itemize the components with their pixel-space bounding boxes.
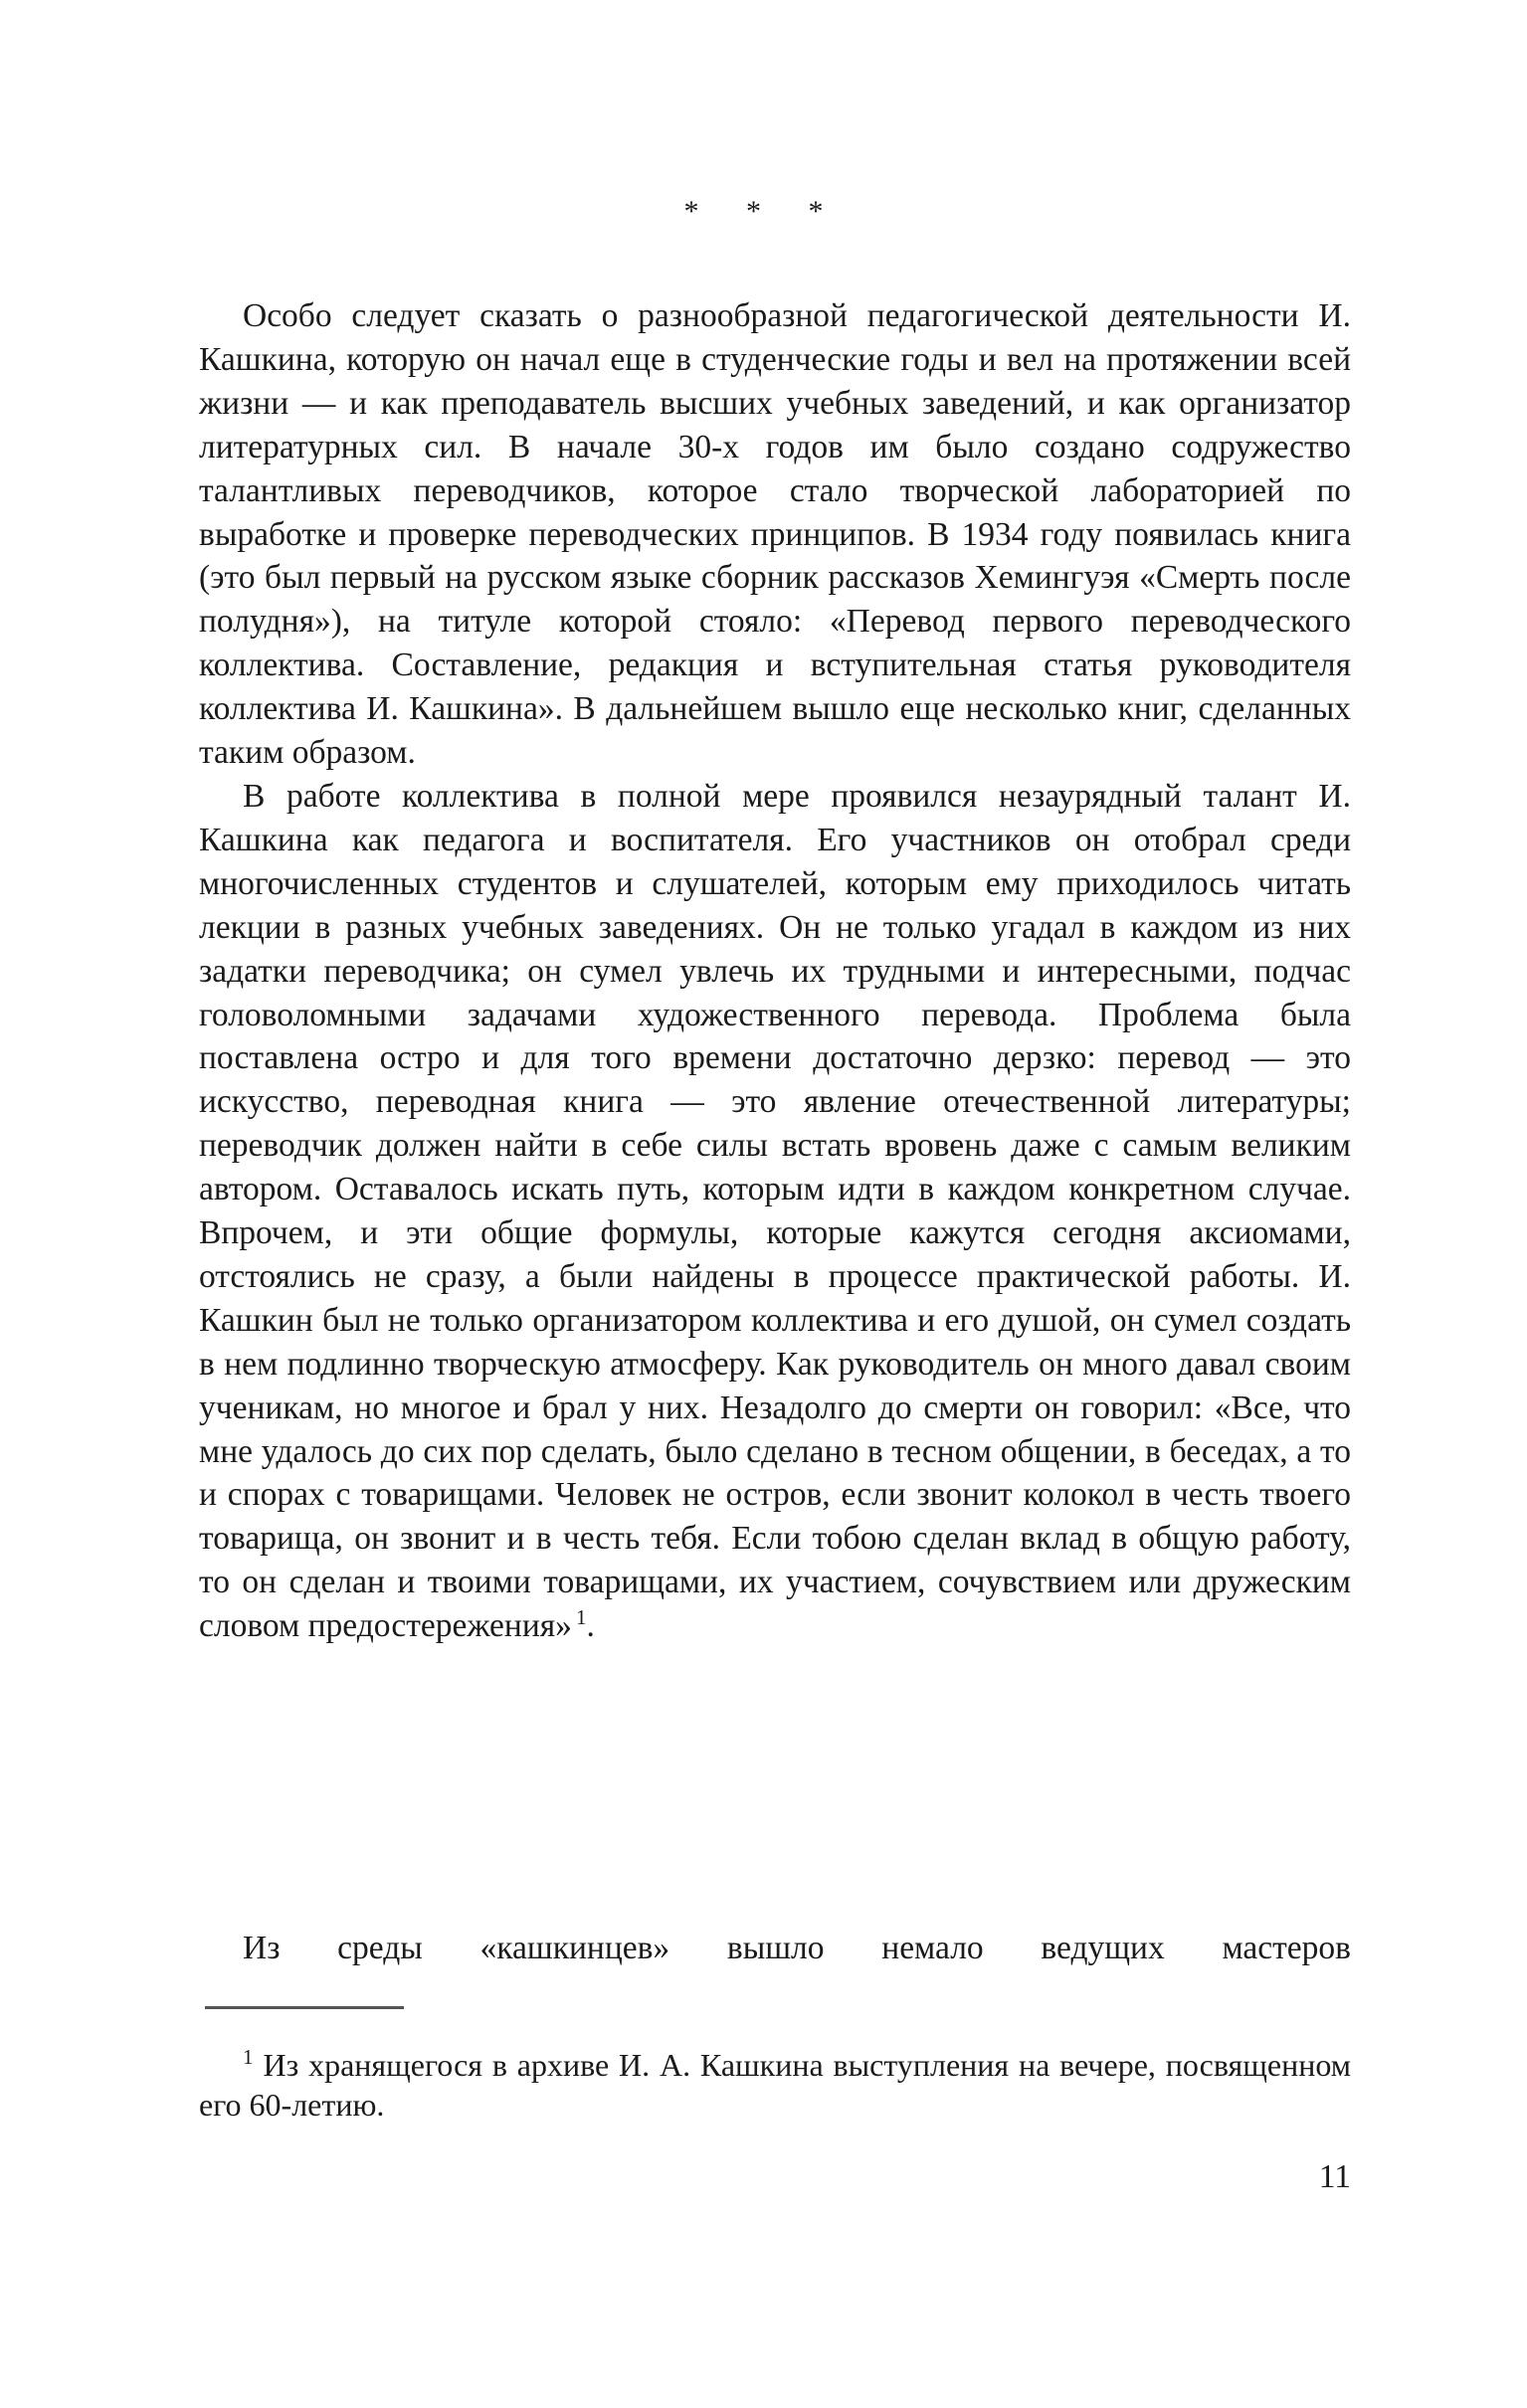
paragraph <box>199 775 1351 1648</box>
section-break: * * * <box>683 195 844 228</box>
paragraph-end-punctuation: . <box>586 1607 595 1645</box>
paragraph-text: В работе коллектива в полной мере проявился незаурядный талант И. Кашкина как педагога и воспитателя. Его участников он отобрал среди многочисленных студентов и слушателей, которым ему приходилось читать лекции в разных учебных заведениях. Он не только угадал в каждом из них задатки переводчика; он сумел увлечь их трудными и интересными, подчас головоломными задачами художественного перевода. Проблема была поставлена остро и для того времени достаточно дерзко: перевод — это искусство, переводная книга — это явление отечественной литературы; переводчик должен найти в себе силы встать вровень даже с самым великим автором. Оставалось искать путь, которым идти в каждом конкретном случае. Впрочем, и эти общие формулы, которые кажутся сегодня аксиомами, отстоялись не сразу, а были найдены в процессе практической работы. И. Кашкин был не только организатором коллектива и его душой, он сумел создать в нем подлинно творческую атмосферу. Как руководитель он много давал своим ученикам, но многое и брал у них. Незадолго до смерти он говорил: «Все, что мне удалось до сих пор сделать, было сделано в тесном общении, в беседах, а то и спорах с товарищами. Человек не остров, если звонит колокол в честь твоего товарища, он звонит и в честь тебя. Если тобою сделан вклад в общую работу, то он сделан и твоими товарищами, их участием, сочувствием или дружеским словом предостережения» <box>199 777 1351 1645</box>
footnote-text: Из хранящегося в архиве И. А. Кашкина выступления на вечере, посвященном его 60-летию. <box>199 2047 1351 2123</box>
body-text <box>199 294 1351 1648</box>
paragraph-text: Особо следует сказать о разнообразной педагогической деятельности И. Кашкина, которую он начал еще в студенческие годы и вел на протяжении всей жизни — и как преподаватель высших учебных заведений, и как организатор литературных сил. В начале 30-х годов им было создано содружество талантливых переводчиков, которое стало творческой лабораторией по выработке и проверке переводческих принципов. В 1934 году появилась книга (это был первый на русском языке сборник рассказов Хемингуэя «Смерть после полудня»), на титуле которой стояло: «Перевод первого переводческого коллектива. Составление, редакция и вступительная статья руководителя коллектива И. Кашкина». В дальнейшем вышло еще несколько книг, сделанных таким образом. <box>199 297 1351 772</box>
footnote-divider <box>205 2006 404 2009</box>
paragraph-continuation: Из среды «кашкинцев» вышло немало ведущих мастеров <box>243 1930 1351 1966</box>
footnote-reference: 1 <box>575 1605 587 1630</box>
footnote <box>199 2045 1351 2125</box>
footnote-mark: 1 <box>243 2045 254 2070</box>
page-number: 11 <box>1318 2158 1351 2195</box>
paragraph <box>199 294 1351 775</box>
